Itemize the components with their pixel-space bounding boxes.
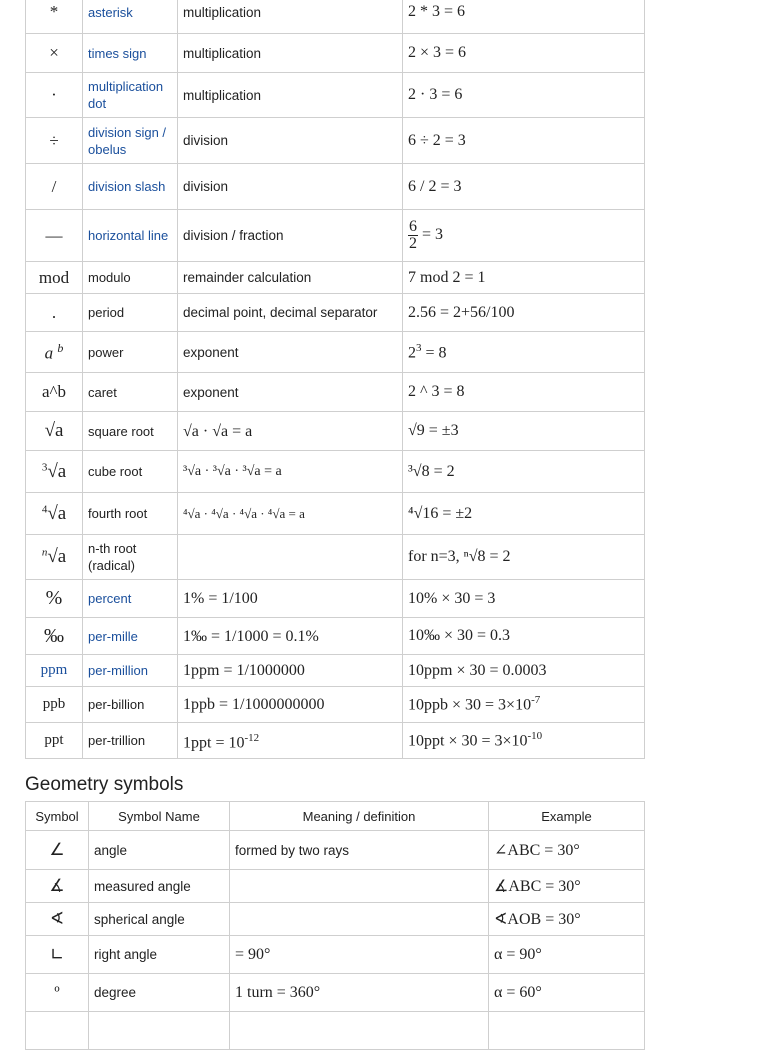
table-row [26,210,645,262]
symbol-name-link[interactable]: per-million [83,655,178,687]
meaning-cell [178,535,403,580]
fraction [408,219,418,252]
symbol-name-link[interactable]: division slash [83,164,178,210]
meaning-cell: decimal point, decimal separator [178,294,403,332]
table-row [26,655,645,687]
meaning-cell: multiplication [178,73,403,118]
example-cell [403,723,645,759]
symbol-cell: ppm [26,655,83,687]
fraction-denominator: 2 [409,235,417,252]
symbol-name: square root [83,412,178,451]
meaning-cell: remainder calculation [178,262,403,294]
table-row [26,580,645,618]
symbol-name-link[interactable]: multiplication dot [83,73,178,118]
example-cell: 2 · 3 = 6 [403,73,645,118]
symbol-cell: / [26,164,83,210]
column-header-example: Example [489,802,645,831]
symbol-name: measured angle [89,870,230,903]
section-heading-geometry: Geometry symbols [25,774,184,795]
table-header-row [26,802,645,831]
example-cell: for n=3, ⁿ√8 = 2 [403,535,645,580]
symbol-name-link[interactable]: per-mille [83,618,178,655]
symbol-name: per-billion [83,687,178,723]
table-row [26,164,645,210]
symbol-name: n-th root (radical) [83,535,178,580]
table-row [26,723,645,759]
table-row [26,332,645,373]
meaning-cell: √a · √a = a [178,412,403,451]
degree-icon: º [26,974,89,1012]
symbol-name: cube root [83,451,178,493]
table-row [26,262,645,294]
symbol-cell [26,451,83,493]
example-cell: 10‰ × 30 = 0.3 [403,618,645,655]
table-row [26,903,645,936]
symbol-cell [26,1012,89,1050]
table-row [26,373,645,412]
example-cell: ⁴√16 = ±2 [403,493,645,535]
symbol-name-link[interactable]: horizontal line [83,210,178,262]
table-row [26,618,645,655]
example-cell: 2 ^ 3 = 8 [403,373,645,412]
example-base: 10ppb × 30 = 3×10 [408,696,532,714]
meaning-cell [230,903,489,936]
example-cell: α = 90° [489,936,645,974]
symbol-name: spherical angle [89,903,230,936]
example-base: 10ppt × 30 = 3×10 [408,732,528,750]
symbol-cell: % [26,580,83,618]
fraction-numerator: 6 [409,218,417,235]
radical: √a [47,502,67,524]
radical: √a [47,460,67,482]
meaning-cell [230,1012,489,1050]
symbol-name [89,1012,230,1050]
meaning-cell: ⁴√a · ⁴√a · ⁴√a · ⁴√a = a [178,493,403,535]
symbol-cell: a^b [26,373,83,412]
right-angle-icon: ∟ [26,936,89,974]
example-cell [403,332,645,373]
table-row [26,34,645,73]
symbol-name: fourth root [83,493,178,535]
symbol-cell: mod [26,262,83,294]
symbol-cell [26,332,83,373]
example-exponent: -10 [527,730,543,743]
table-row [26,974,645,1012]
meaning-cell: 1ppm = 1/1000000 [178,655,403,687]
example-cell [489,1012,645,1050]
meaning-cell: 1‰ = 1/1000 = 0.1% [178,618,403,655]
spherical-angle-icon: ∢ [26,903,89,936]
symbol-name: per-trillion [83,723,178,759]
symbol-name: modulo [83,262,178,294]
symbol-cell: ‰ [26,618,83,655]
symbol-base: a [44,343,54,363]
symbol-name: power [83,332,178,373]
symbol-exponent: b [57,340,64,355]
example-cell: 7 mod 2 = 1 [403,262,645,294]
radical: √a [47,546,67,567]
example-cell: ∠ABC = 30° [489,831,645,870]
measured-angle-icon: ∡ [26,870,89,903]
root-index: 4 [41,502,48,515]
symbol-cell: ppb [26,687,83,723]
geometry-symbols-table [25,801,645,1050]
example-cell: 2 × 3 = 6 [403,34,645,73]
table-row [26,687,645,723]
meaning-cell: exponent [178,373,403,412]
meaning-cell: = 90° [230,936,489,974]
column-header-symbol: Symbol [26,802,89,831]
table-row [26,0,645,34]
example-exponent: -7 [531,694,541,707]
root-index: n [41,546,48,559]
example-cell: 6 ÷ 2 = 3 [403,118,645,164]
symbol-cell: √a [26,412,83,451]
meaning-cell: multiplication [178,0,403,34]
meaning-base: 1ppt = 10 [183,734,245,752]
table-row [26,294,645,332]
table-row [26,493,645,535]
meaning-cell: ³√a · ³√a · ³√a = a [178,451,403,493]
example-result: = 8 [421,344,447,362]
meaning-cell: 1% = 1/100 [178,580,403,618]
symbol-cell [26,535,83,580]
example-cell: 10% × 30 = 3 [403,580,645,618]
arithmetic-symbols-table [25,0,645,759]
example-cell: 10ppm × 30 = 0.0003 [403,655,645,687]
table-row [26,451,645,493]
example-cell: ∡ABC = 30° [489,870,645,903]
table-row [26,870,645,903]
symbol-name-link[interactable]: division sign / obelus [83,118,178,164]
meaning-cell: division / fraction [178,210,403,262]
symbol-cell: * [26,0,83,34]
symbol-cell: ppt [26,723,83,759]
symbol-cell: · [26,73,83,118]
table-row [26,936,645,974]
column-header-meaning: Meaning / definition [230,802,489,831]
symbol-cell: . [26,294,83,332]
example-cell [403,210,645,262]
meaning-cell: 1ppb = 1/1000000000 [178,687,403,723]
table-row [26,412,645,451]
table-row [26,1012,645,1050]
example-cell: 2.56 = 2+56/100 [403,294,645,332]
symbol-name-link[interactable]: asterisk [83,0,178,34]
column-header-symbol-name: Symbol Name [89,802,230,831]
root-index: 3 [41,460,48,473]
meaning-cell [230,870,489,903]
meaning-cell: formed by two rays [230,831,489,870]
example-cell: 6 / 2 = 3 [403,164,645,210]
meaning-cell: 1 turn = 360° [230,974,489,1012]
example-cell: 2 * 3 = 6 [403,0,645,34]
table-row [26,118,645,164]
meaning-exponent: -12 [244,731,260,744]
symbol-name: degree [89,974,230,1012]
example-cell [403,687,645,723]
symbol-name-link[interactable]: percent [83,580,178,618]
fraction-result: = 3 [422,226,444,244]
symbol-cell: × [26,34,83,73]
example-exponent: 3 [416,341,422,354]
meaning-cell: exponent [178,332,403,373]
example-cell: α = 60° [489,974,645,1012]
table-row [26,831,645,870]
symbol-name-link[interactable]: times sign [83,34,178,73]
meaning-cell: division [178,164,403,210]
example-cell: ∢AOB = 30° [489,903,645,936]
symbol-name: angle [89,831,230,870]
symbol-cell [26,493,83,535]
meaning-cell: division [178,118,403,164]
table-row [26,535,645,580]
meaning-cell: multiplication [178,34,403,73]
symbol-cell: ÷ [26,118,83,164]
symbol-cell: — [26,210,83,262]
symbol-name: period [83,294,178,332]
symbol-name: caret [83,373,178,412]
angle-icon: ∠ [26,831,89,870]
example-cell: √9 = ±3 [403,412,645,451]
symbol-name: right angle [89,936,230,974]
example-cell: ³√8 = 2 [403,451,645,493]
table-row [26,73,645,118]
example-base: 2 [408,344,416,362]
meaning-cell [178,723,403,759]
